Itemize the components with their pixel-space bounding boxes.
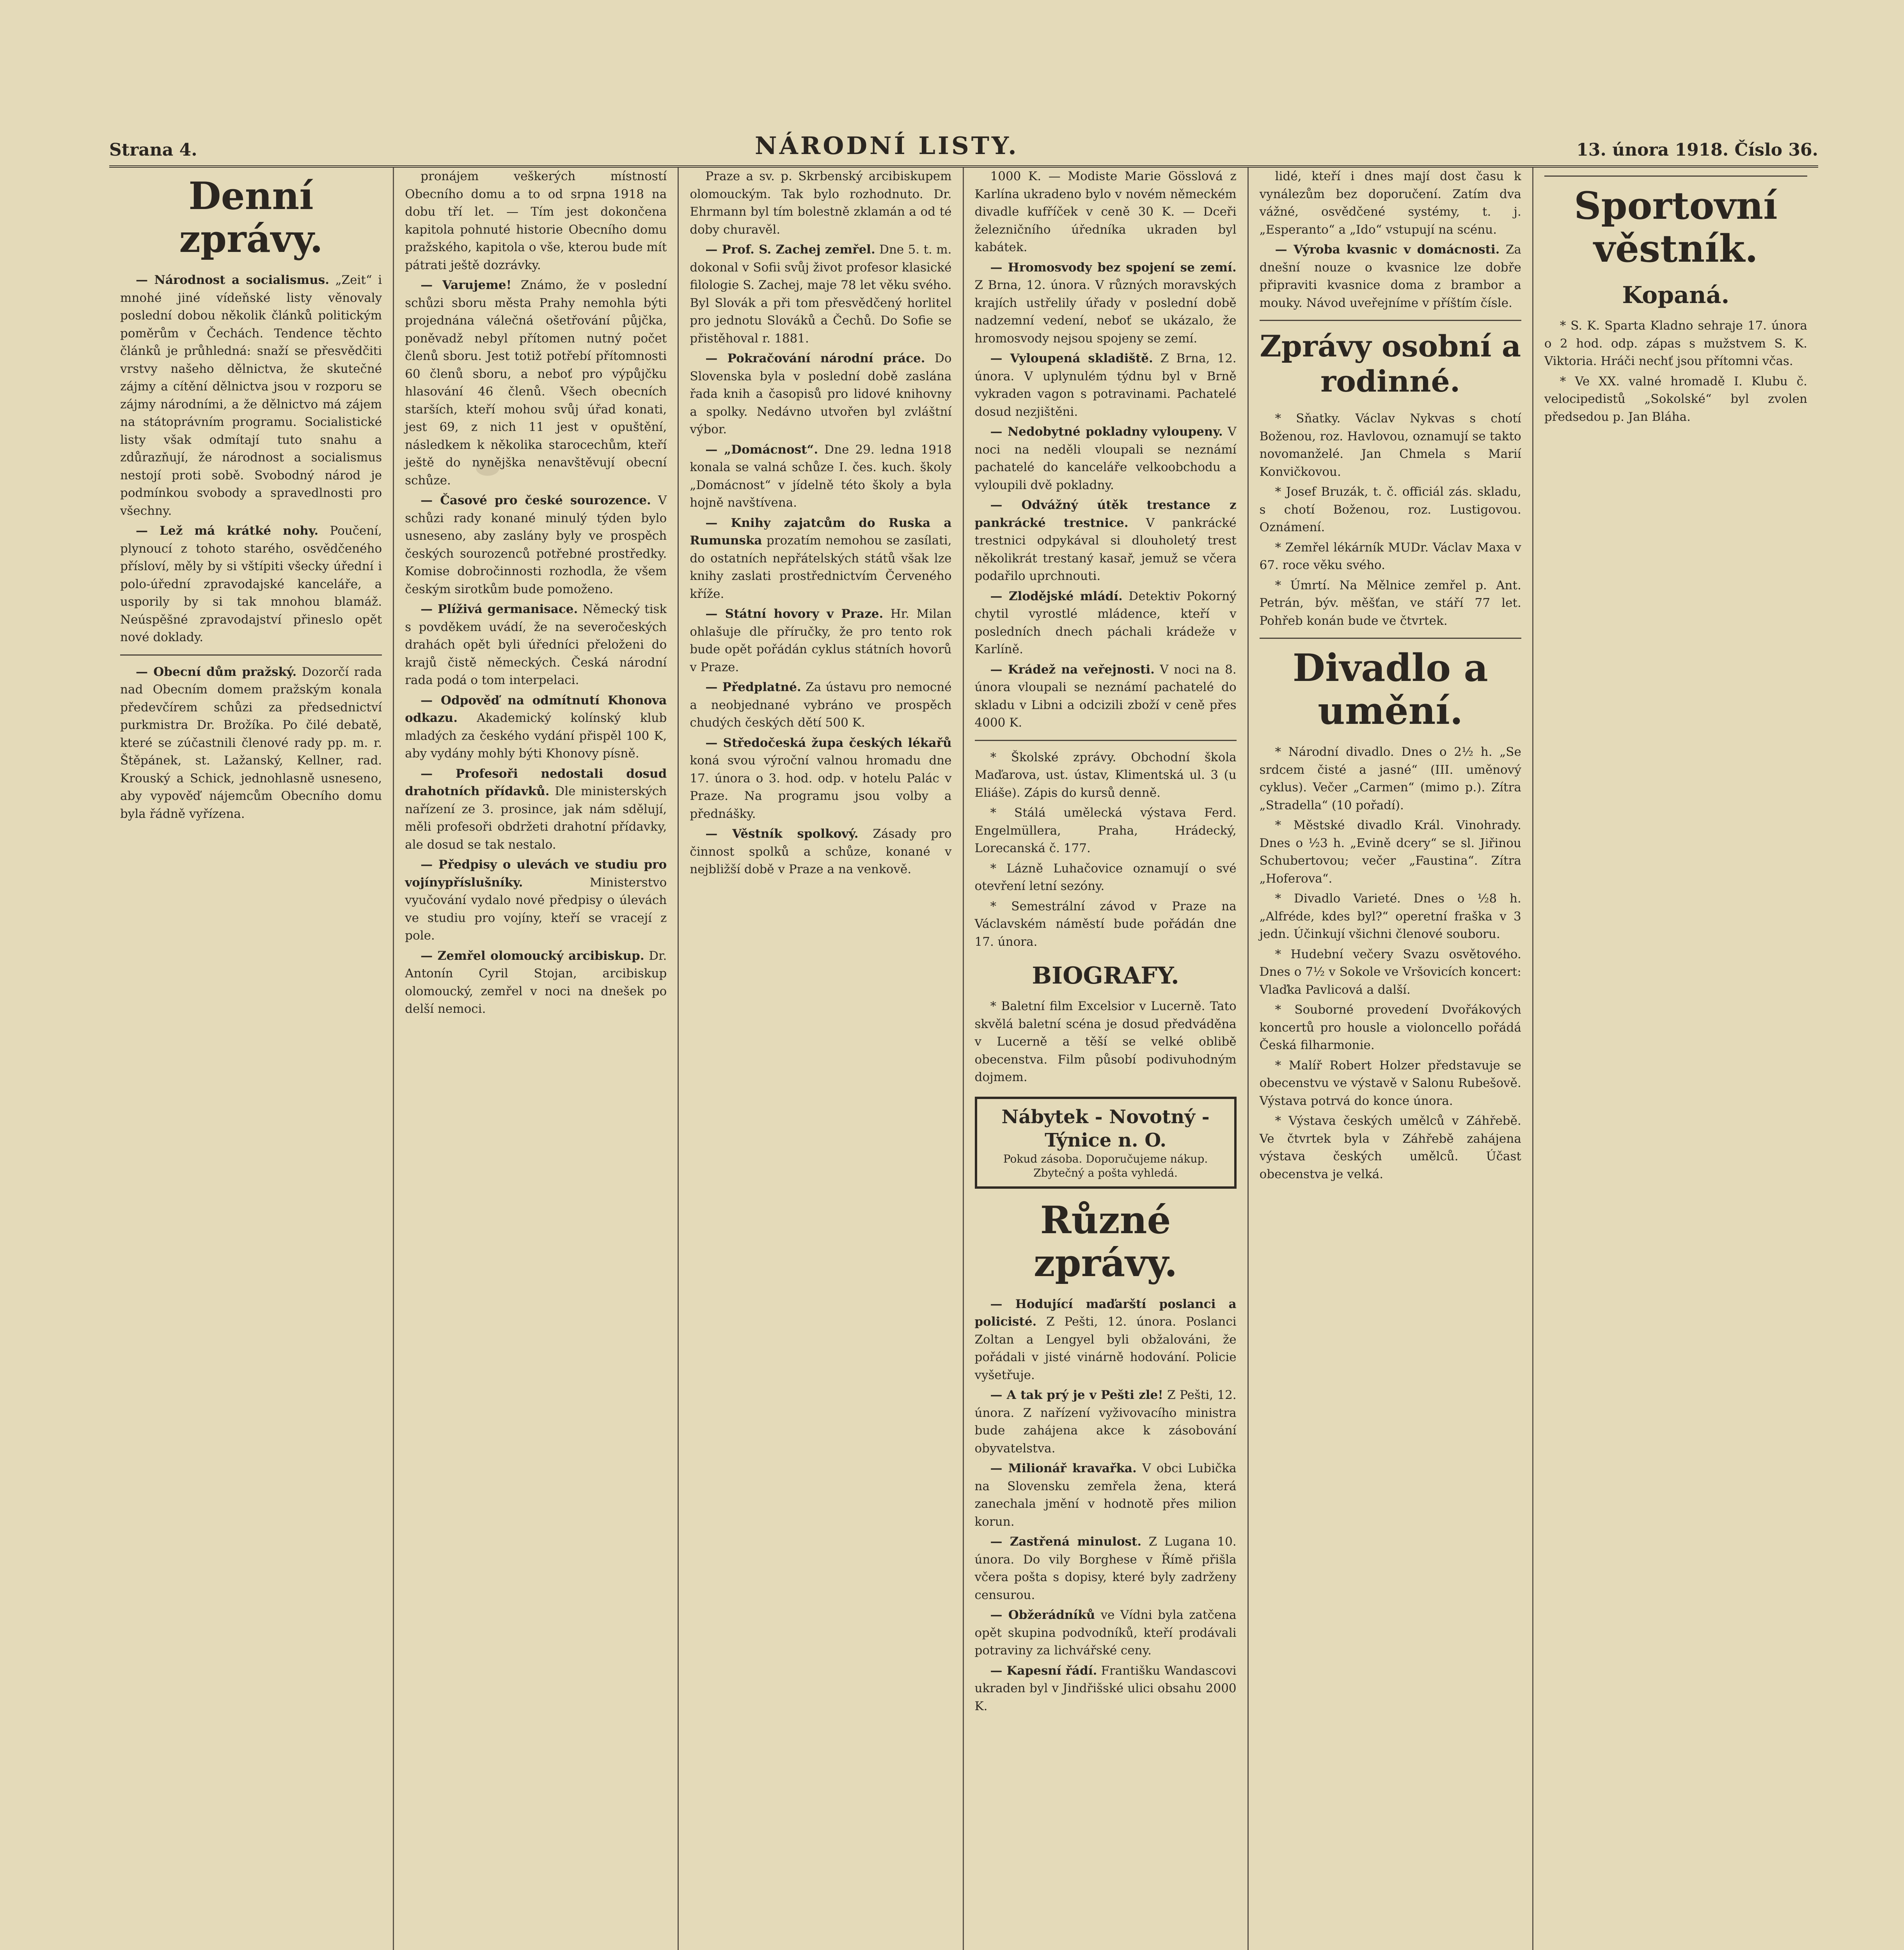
article: * Výstava českých umělců v Záhřebě. Ve čtvrtek byla v Záhřebě zahájena výstava českých umělců. Účast obecenstva je velká. [1259, 1114, 1521, 1181]
article-heading: — Zastřená minulost. [990, 1535, 1142, 1549]
article: * Ve XX. valné hromadě I. Klubu č. velocipedistů „Sokolské“ byl zvolen předsedou p. Jan Bláha. [1544, 374, 1807, 424]
article-heading: — Předpisy o ulevách ve studiu pro vojínypříslušníky. [405, 858, 667, 890]
article [690, 350, 951, 439]
article [690, 679, 951, 732]
article-body: Dozorčí rada nad Obecním domem pražským konala předevčírem schůzi za předsednictví purkmistra Dr. Brožíka. Po čilé debatě, které se zúčastnili členové rady pp. m. r. Štěpánek, st. Lažanský, Kellner, rad. Krouský a Schick, jednohlasně usneseno, aby vypověď nájemcům Obecního domu byla řádně vyřízena. [120, 665, 382, 821]
article [690, 734, 951, 823]
article-body: V obci Lubička na Slovensku zemřela žena, která zanechala jmění v hodnotě přes milion korun. [974, 1461, 1237, 1529]
column-5 [1249, 168, 1533, 1950]
article [690, 441, 951, 512]
article [405, 277, 667, 489]
article [405, 765, 667, 854]
divider [1260, 320, 1521, 321]
article: * Hudební večery Svazu osvětového. Dnes o 7½ v Sokole ve Vršovicích koncert: Vlaďka Pavlicová a další. [1259, 947, 1521, 997]
article-body: Z Lugana 10. února. Do vily Borghese v Římě přišla včera pošta s dopisy, které byly zadrženy censurou. [974, 1535, 1237, 1602]
article-heading: — Obecní dům pražský. [136, 665, 297, 679]
article-body: V noci na neděli vloupali se neznámí pachatelé do kanceláře velkoobchodu a vyloupili dvě pokladny. [974, 425, 1237, 492]
article-body: „Zeit“ i mnohé jiné vídeňské listy věnovaly poslední dobou několik článků politickým poměrům v Čechách. Tendence těchto článků je průhledná: snaží se přesvědčiti vrstvy našeho dělnictva, že skutečné zájmy a cítění dělnictva jsou v rozporu se zájmy národními, a že dělnictvo má zájem na státoprávním programu. Socialistické listy však odmítají tuto snahu a zdůrazňují, že národnost a socialismus nestojí proti sobě. Svobodný národ je podmínkou svobody a spravedlnosti pro všechny. [120, 273, 382, 518]
article [1260, 168, 1521, 239]
article-body: Hr. Milan ohlašuje dle příručky, že pro tento rok bude opět pořádán cyklus státních hovorů v Praze. [690, 607, 952, 674]
article [975, 661, 1237, 732]
article-heading: — Knihy zajatcům do Ruska a Rumunska [690, 516, 952, 548]
article-heading: — Zemřel olomoucký arcibiskup. [421, 948, 644, 963]
article-heading: — Obžerádníků [990, 1608, 1095, 1622]
article: * Národní divadlo. Dnes o 2½ h. „Se srdcem čisté a jasné“ (III. uměnový cyklus). Večer „Carmen“ (mimo p.). Zítra „Stradella“ (10 pořadí). [1259, 745, 1521, 812]
article-heading: — Lež má krátké nohy. [136, 524, 319, 538]
article: * S. K. Sparta Kladno sehraje 17. února o 2 hod. odp. zápas s mužstvem S. K. Viktoria. Hráči nechť jsou přítomni včas. [1544, 319, 1807, 368]
article-heading: — Středočeská župa českých lékařů [705, 736, 952, 750]
article-heading: — Prof. S. Zachej zemřel. [705, 243, 875, 257]
article-heading: — A tak prý je v Pešti zle! [990, 1388, 1163, 1402]
article [405, 168, 667, 274]
article: * Zemřel lékárník MUDr. Václav Maxa v 67. roce věku svého. [1259, 540, 1521, 572]
article-body: Ministerstvo vyučování vydalo nové předpisy o úlevách ve studiu pro vojíny, kteří se vracejí z pole. [405, 875, 667, 943]
notice: * Lázně Luhačovice oznamují o své otevření letní sezóny. [974, 861, 1237, 893]
column-2 [394, 168, 679, 1950]
article-heading: — Varujeme! [421, 278, 512, 292]
article [405, 692, 667, 763]
article [405, 856, 667, 945]
article-body: V schůzi rady konané minulý týden bylo usneseno, aby zaslány byly ve prospěch českých sourozenců potřebné prostředky. Komise dobročinnosti rozhodla, že všem českým sirotkům bude pomoženo. [405, 493, 667, 596]
article: * Sňatky. Václav Nykvas s chotí Boženou, roz. Havlovou, oznamují se takto novomanželé. Jan Chmela s Marií Konvičkovou. [1259, 411, 1521, 479]
article-body: Za ústavu pro nemocné a neobjednané vybráno ve prospěch chudých českých dětí 500 K. [690, 680, 952, 730]
article-body: Známo, že v poslední schůzi sboru města Prahy nemohla býti projednána válečná ošetřování půjčka, poněvadž nebyl přítomen nutný počet členů sboru. Jest totiž potřebí přítomnosti 60 členů sboru, a neboť pro výpůjčku hlasování 46 členů. Všech obecních starších, kteří mohou svůj úřad konati, jest 69, z nich 11 jest v opuštění, následkem k několika starocechům, kteří ještě do nynějška nenavštěvují obecní schůze. [405, 278, 667, 488]
article-body: Z Brna, 12. února. V uplynulém týdnu byl v Brně vykraden vagon s potravinami. Pachatelé dosud nezjištěni. [974, 351, 1237, 419]
article-heading: — Milionář kravařka. [990, 1461, 1137, 1475]
article-body: lidé, kteří i dnes mají dost času k vynálezům bez doporučení. Zatím dva vážné, osvědčené systémy, t. j. „Esperanto“ a „Ido“ vstupují na scénu. [1259, 169, 1521, 237]
article-heading: — Věstník spolkový. [705, 827, 859, 841]
ad-title: Nábytek - Novotný - Týnice n. O. [1001, 1106, 1210, 1151]
article [405, 492, 667, 598]
article-body: Do Slovenska byla v poslední době zaslána řada knih a časopisů pro lidové knihovny a spolky. Nedávno utvořen byl zvláštní výbor. [690, 351, 952, 436]
article-heading: — Časové pro české sourozence. [421, 493, 651, 507]
section-title-biograf: BIOGRAFY. [1032, 962, 1179, 989]
article-body: Františku Wandascovi ukraden byl v Jindřišské ulici obsahu 2000 K. [974, 1663, 1237, 1713]
article-body: V noci na 8. února vloupali se neznámí pachatelé do skladu v Libni a odcizili zboží v ceně přes 4000 K. [974, 662, 1237, 730]
article-heading: — Nedobytné pokladny vyloupeny. [990, 425, 1223, 439]
article [975, 423, 1237, 494]
article [120, 522, 382, 647]
article-heading: — Předplatné. [705, 680, 801, 694]
article: * Městské divadlo Král. Vinohrady. Dnes o ½3 h. „Evině dcery“ se sl. Jiřinou Schubertovou; večer „Faustina“. Zítra „Hoferova“. [1259, 818, 1521, 886]
article [975, 1386, 1237, 1457]
column-6 [1533, 168, 1818, 1950]
article-body: 1000 K. — Modiste Marie Gösslová z Karlína ukradeno bylo v novém německém divadle kufříček v ceně 30 K. — Dceři železničního úředníka ukraden byl kabátek. [974, 169, 1237, 254]
article [405, 947, 667, 1018]
article-body: Z Brna, 12. února. V různých moravských krajích ustřelily úřady v poslední době nadzemní vedení, neboť se ukázalo, že hromosvody nejsou spojeny se zemí. [974, 278, 1237, 346]
article-body: koná svou výroční valnou hromadu dne 17. února o 3. hod. odp. v hotelu Palác v Praze. Na programu jsou volby a přednášky. [690, 753, 952, 821]
article [405, 601, 667, 690]
article [975, 168, 1237, 257]
article [120, 663, 382, 823]
article-body: V pankrácké trestnici odpykával si dlouholetý trest několikrát trestaný kasař, jemuž se včera podařilo uprchnouti. [974, 516, 1237, 583]
article-heading: — Plíživá germanisace. [421, 602, 578, 616]
article [975, 1296, 1237, 1384]
masthead [109, 117, 1818, 168]
article-body: Poučení, plynoucí z tohoto starého, osvědčeného přísloví, měly by si vštípiti všecky úřední i polo-úřední zpravodajské kanceláře, a usporily by si tak mnohou blamáž. Neúspěšné zpravodajství přineslo opět nové doklady. [120, 524, 382, 644]
article [975, 496, 1237, 585]
article-body: Dne 29. ledna 1918 konala se valná schůze I. čes. kuch. školy „Domácnost“ v jídelně této školy a byla hojně navštívena. [690, 442, 952, 510]
article-body: pronájem veškerých místností Obecního domu a to od srpna 1918 na dobu tří let. — Tím jest dokončena kapitola pohnuté historie Obecního domu pražského, kapitola o vše, kterou bude mít pátrati ještě dozrávky. [405, 169, 667, 272]
column-3 [679, 168, 964, 1950]
article [690, 605, 951, 676]
article-heading: — Hromosvody bez spojení se zemí. [990, 260, 1237, 275]
article: * Josef Bruzák, t. č. officiál zás. skladu, s chotí Boženou, roz. Lustigovou. Oznámení. [1259, 485, 1521, 534]
article: * Malíř Robert Holzer představuje se obecenstvu ve výstavě v Salonu Rubešově. Výstava potrvá do konce února. [1259, 1058, 1521, 1108]
newspaper-title: NÁRODNÍ LISTY. [755, 131, 1019, 160]
article [975, 1460, 1237, 1531]
article-heading: — „Domácnost“. [705, 442, 818, 457]
article [975, 1533, 1237, 1604]
article [975, 1662, 1237, 1716]
article [690, 825, 951, 879]
ad-subtitle: Pokud zásoba. Doporučujeme nákup. Zbytečný a pošta vyhledá. [1003, 1152, 1208, 1179]
article-body: Z Pešti, 12. února. Z nařízení vyživovacího ministra bude zahájena akce k zásobování obyvatelstva. [974, 1388, 1237, 1455]
article [120, 271, 382, 520]
advertisement-box [975, 1097, 1237, 1189]
article-heading: — Národnost a socialismus. [136, 273, 330, 287]
article: * Divadlo Varieté. Dnes o ½8 h. „Alfréde, kdes byl?“ operetní fraška v 3 jedn. Účinkují všichni členové souboru. [1259, 892, 1521, 941]
divider [1260, 638, 1521, 639]
divider [1544, 176, 1807, 177]
article [975, 588, 1237, 659]
article [690, 241, 951, 347]
article-heading: — Hodující maďarští poslanci a policisté. [974, 1297, 1237, 1329]
article-heading: — Státní hovory v Praze. [705, 607, 884, 621]
article [975, 1606, 1237, 1660]
section-title-sport: Sportovní věstník. [1574, 184, 1778, 271]
article-body: Z Pešti, 12. února. Poslanci Zoltan a Lengyel byli obžalováni, že pořádali v jisté vinárně hodování. Policie vyšetřuje. [974, 1315, 1237, 1382]
notice: * Školské zprávy. Obchodní škola Maďarova, ust. ústav, Klimentská ul. 3 (u Eliáše). Zápis do kursů denně. [974, 750, 1237, 800]
article-body: Za dnešní nouze o kvasnice lze dobře připraviti kvasnice doma z brambor a mouky. Návod uveřejníme v příštím čísle. [1259, 243, 1521, 310]
article [975, 350, 1237, 421]
article: * Baletní film Excelsior v Lucerně. Tato skvělá baletní scéna je dosud předváděna v Lucerně a těší se velké oblibě obecenstva. Film působí podivuhodným dojmem. [974, 999, 1237, 1084]
article [975, 259, 1237, 348]
article: * Souborné provedení Dvořákových koncertů pro housle a violoncello pořádá Česká filharmonie. [1259, 1003, 1521, 1052]
article-heading: — Pokračování národní práce. [705, 351, 925, 365]
article-body: Dr. Antonín Cyril Stojan, arcibiskup olomoucký, zemřel v noci na dnešek po delší nemoci. [405, 948, 667, 1016]
article-body: Akademický kolínský klub mladých za českého vydání přispěl 100 K, aby vydány mohly býti Khonovy písně. [405, 711, 667, 760]
article: * Úmrtí. Na Mělnice zemřel p. Ant. Petrán, býv. měšťan, ve stáří 77 let. Pohřeb konán bude ve čtvrtek. [1259, 578, 1521, 628]
section-title-theatre: Divadlo a umění. [1292, 646, 1488, 733]
section-title-personal: Zprávy osobní a rodinné. [1260, 329, 1521, 399]
article-heading: — Výroba kvasnic v domácnosti. [1275, 243, 1500, 257]
article [690, 168, 951, 239]
notice: * Semestrální závod v Praze na Václavském náměstí bude pořádán dne 17. února. [974, 899, 1237, 949]
issue-date: 13. února 1918. Číslo 36. [1576, 140, 1818, 160]
article [1260, 241, 1521, 312]
article-body: Zásady pro činnost spolků a schůze, konané v nejbližší době v Praze a na venkově. [690, 827, 952, 876]
article-body: Dne 5. t. m. dokonal v Sofii svůj život profesor klasické filologie S. Zachej, maje 78 let věku svého. Byl Slovák a při tom přesvědčený horlitel pro jednotu Slováků a Čechů. Do Sofie se přistěhoval r. 1881. [690, 243, 952, 346]
article-body: Německý tisk s povděkem uvádí, že na severočeských drahách opět byli úředníci přeloženi do krajů čistě německých. Česká národní rada podá o tom interpelaci. [405, 602, 667, 687]
article-heading: — Krádež na veřejnosti. [990, 662, 1155, 677]
article-heading: — Vyloupená skladiště. [990, 351, 1153, 365]
notice: * Stálá umělecká výstava Ferd. Engelmüllera, Praha, Hrádecký, Lorecanská č. 177. [974, 806, 1237, 855]
article-heading: — Zlodějské mládí. [990, 589, 1123, 603]
article [690, 514, 951, 603]
article-body: Detektiv Pokorný chytil vyrostlé mládence, kteří v posledních dnech páchali krádeže v Karlíně. [974, 589, 1237, 656]
column-1 [109, 168, 394, 1950]
divider [975, 740, 1237, 741]
section-title-daily-news: Denní zprávy. [179, 174, 323, 261]
article-body: Praze a sv. p. Skrbenský arcibiskupem olomouckým. Tak bylo rozhodnuto. Dr. Ehrmann byl tím bolestně zklamán a od té doby churavěl. [690, 169, 952, 237]
article-heading: — Profesoři nedostali dosud drahotních přídavků. [405, 766, 667, 798]
article-body: Dle ministerských nařízení ze 3. prosince, jak nám sdělují, měli profesoři obdržeti drahotní přídavky, ale dosud se tak nestalo. [405, 784, 667, 852]
divider [120, 654, 382, 656]
article-heading: — Odpověď na odmítnutí Khonova odkazu. [405, 693, 667, 725]
columns [109, 168, 1818, 1950]
subsection-title-football: Kopaná. [1622, 282, 1730, 309]
column-4 [964, 168, 1249, 1950]
article-heading: — Odvážný útěk trestance z pankrácké trestnice. [974, 498, 1237, 530]
article-heading: — Kapesní řádí. [990, 1663, 1097, 1678]
article-body: prozatím nemohou se zasílati, do ostatních nepřátelských států však lze knihy zaslati prostřednictvím Červeného kříže. [690, 534, 952, 601]
article-body: ve Vídni byla zatčena opět skupina podvodníků, kteří prodávali potraviny za lichvářské ceny. [974, 1608, 1237, 1658]
page-number: Strana 4. [109, 140, 197, 160]
section-title-misc-news: Různé zprávy. [1033, 1198, 1178, 1285]
